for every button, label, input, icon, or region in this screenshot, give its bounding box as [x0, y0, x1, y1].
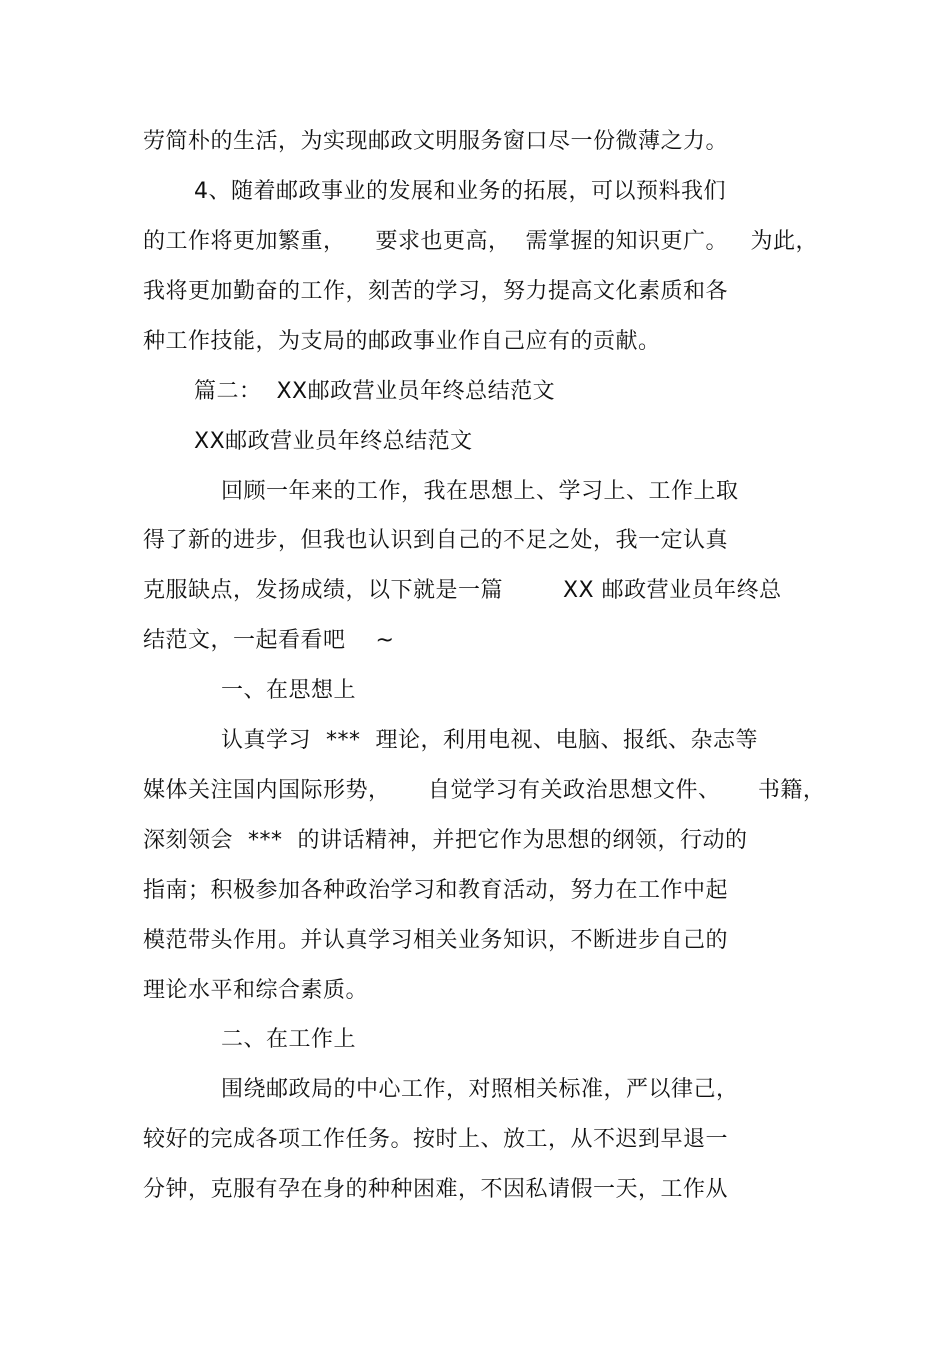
text-line: 分钟，克服有孕在身的种种困难，不因私请假一天，工作从 [143, 1177, 729, 1202]
text-line: 理论水平和综合素质。 [143, 978, 369, 1003]
text-line: 我将更加勤奋的工作，刻苦的学习，努力提高文化素质和各 [143, 279, 729, 304]
text-line: 围绕邮政局的中心工作，对照相关标准，严以律己， [221, 1077, 739, 1102]
text-line: 的工作将更加繁重， 要求也更高， 需掌握的知识更广。 为此， [143, 229, 818, 254]
text-line: 结范文，一起看看吧 ~ [143, 628, 395, 653]
text-line: 认真学习 *** 理论，利用电视、电脑、报纸、杂志等 [221, 728, 758, 753]
text-line: 劳简朴的生活，为实现邮政文明服务窗口尽一份微薄之力。 [143, 129, 729, 154]
text-line: 媒体关注国内国际形势， 自觉学习有关政治思想文件、 书籍， [143, 778, 826, 803]
text-line: 4、随着邮政事业的发展和业务的拓展，可以预料我们 [194, 179, 726, 204]
text-line: 种工作技能，为支局的邮政事业作自己应有的贡献。 [143, 329, 661, 354]
section-heading: 篇二： XX邮政营业员年终总结范文 [194, 379, 556, 404]
text-line: 深刻领会 *** 的讲话精神，并把它作为思想的纲领，行动的 [143, 828, 748, 853]
article-title: XX邮政营业员年终总结范文 [194, 429, 473, 454]
text-line: 回顾一年来的工作，我在思想上、学习上、工作上取 [221, 479, 739, 504]
subheading: 一、在思想上 [221, 678, 357, 703]
subheading: 二、在工作上 [221, 1027, 357, 1052]
text-line: 模范带头作用。并认真学习相关业务知识，不断进步自己的 [143, 928, 729, 953]
text-line: 较好的完成各项工作任务。按时上、放工，从不迟到早退一 [143, 1127, 729, 1152]
text-line: 指南；积极参加各种政治学习和教育活动，努力在工作中起 [143, 878, 729, 903]
text-line: 克服缺点，发扬成绩，以下就是一篇 XX 邮政营业员年终总 [143, 578, 782, 603]
text-line: 得了新的进步，但我也认识到自己的不足之处，我一定认真 [143, 528, 729, 553]
